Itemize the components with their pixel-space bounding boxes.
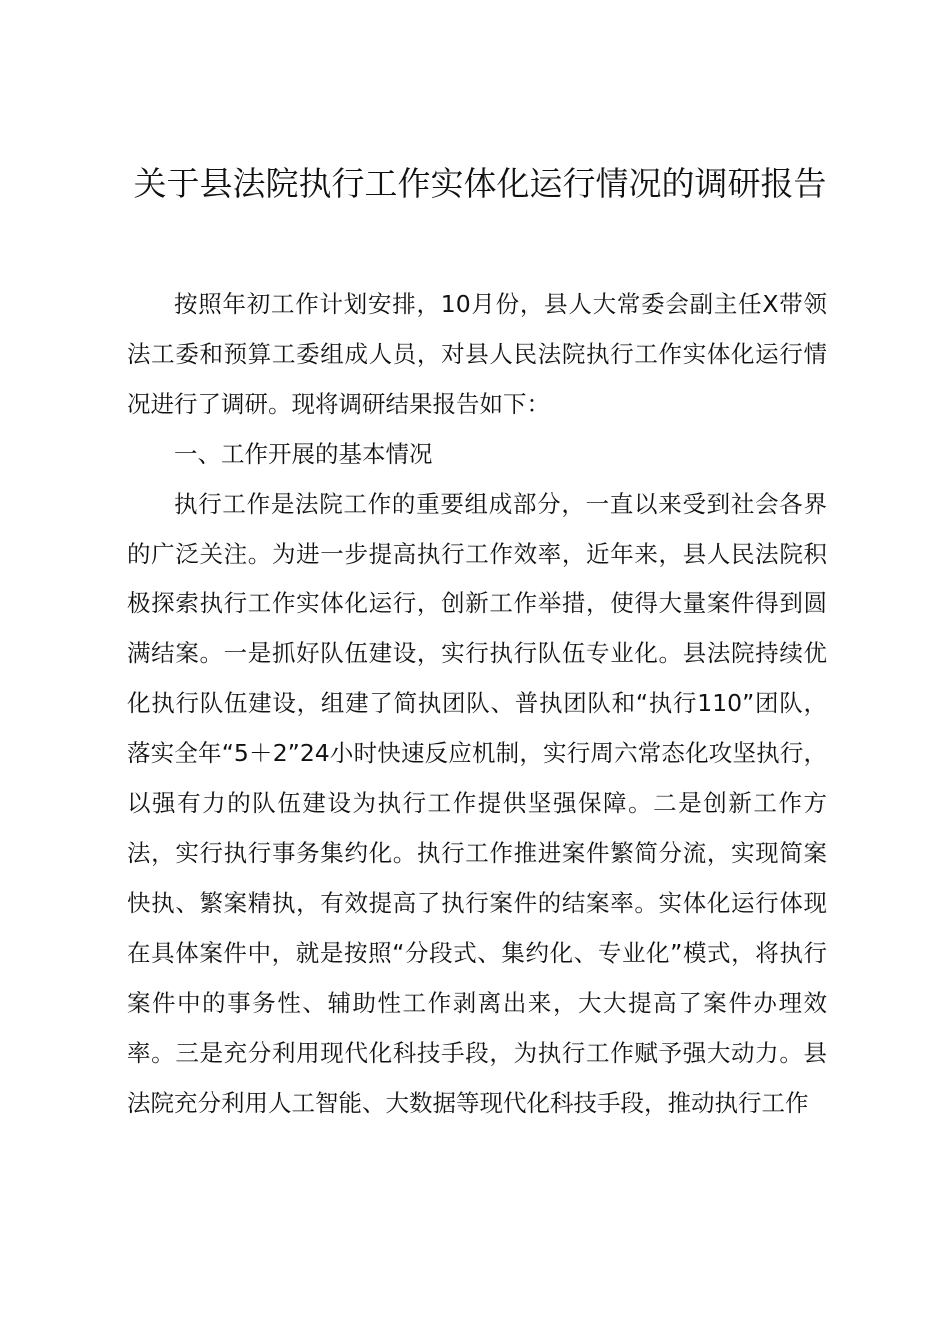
document-title: 关于县法院执行工作实体化运行情况的调研报告 [133,164,827,203]
document-body [127,280,827,1128]
section-heading: 一、工作开展的基本情况 [174,439,433,468]
paragraph-basic-situation: 执行工作是法院工作的重要组成部分，一直以来受到社会各界的广泛关注。为进一步提高执行工作效率，近年来，县人民法院积极探索执行工作实体化运行，创新工作举措，使得大量案件得到圆满结案。一是抓好队伍建设，实行执行队伍专业化。县法院持续优化执行队伍建设，组建了简执团队、普执团队和“执行110”团队，落实全年“5＋2”24小时快速反应机制，实行周六常态化攻坚执行，以强有力的队伍建设为执行工作提供坚强保障。二是创新工作方法，实行执行事务集约化。执行工作推进案件繁简分流，实现简案快执、繁案精执，有效提高了执行案件的结案率。实体化运行体现在具体案件中，就是按照“分段式、集约化、专业化”模式，将执行案件中的事务性、辅助性工作剥离出来，大大提高了案件办理效率。三是充分利用现代化科技手段，为执行工作赋予强大动力。县法院充分利用人工智能、大数据等现代化科技手段，推动执行工作 [127,489,827,1117]
paragraph-intro: 按照年初工作计划安排，10月份，县人大常委会副主任X带领法工委和预算工委组成人员，对县人民法院执行工作实体化运行情况进行了调研。现将调研结果报告如下： [127,290,827,418]
